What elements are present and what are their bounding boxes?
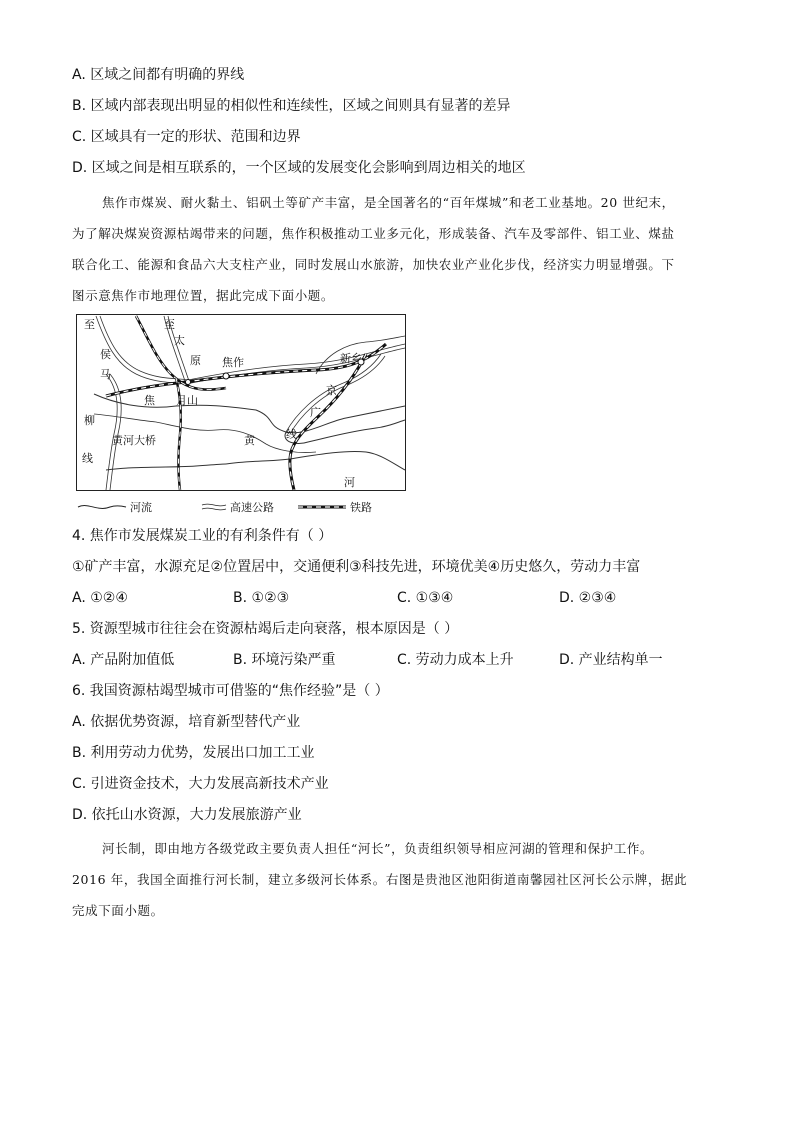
label-xinxiang: 新乡	[340, 352, 362, 365]
q6-stem: 6. 我国资源枯竭型城市可借鉴的“焦作经验”是（ ）	[72, 683, 389, 699]
label-zhi-left: 至	[84, 318, 95, 331]
label-zhi-right: 至	[164, 318, 175, 331]
q5-option-b: B. 环境污染严重	[233, 652, 336, 668]
q6-option-a: A. 依据优势资源，培育新型替代产业	[72, 714, 301, 730]
q3-option-b: B. 区域内部表现出明显的相似性和连续性，区域之间则具有显著的差异	[72, 98, 511, 114]
q3-option-c: C. 区域具有一定的形状、范围和边界	[72, 129, 301, 145]
label-xian-left: 线	[82, 452, 93, 465]
material2-line3: 完成下面小题。	[72, 903, 164, 918]
highway-legend-symbol	[202, 504, 226, 510]
label-hou: 侯	[100, 348, 111, 361]
label-ma: 马	[100, 368, 111, 381]
q6-option-c: C. 引进资金技术，大力发展高新技术产业	[72, 776, 329, 792]
jiaozuo-location-map	[76, 314, 406, 494]
river-legend-symbol	[78, 506, 126, 509]
q4-option-b: B. ①②③	[233, 590, 290, 606]
label-yuan: 原	[190, 354, 201, 367]
q5-option-c: C. 劳动力成本上升	[397, 652, 514, 668]
material2-line2: 2016 年，我国全面推行河长制，建立多级河长体系。右图是贵池区池阳街道南馨园社区河长公示牌，据此	[72, 872, 688, 887]
q3-option-d: D. 区域之间是相互联系的，一个区域的发展变化会影响到周边相关的地区	[72, 160, 526, 176]
q4-option-d: D. ②③④	[559, 590, 617, 606]
q6-option-d: D. 依托山水资源，大力发展旅游产业	[72, 807, 302, 823]
material1-line2: 为了解决煤炭资源枯竭带来的问题，焦作积极推动工业多元化，形成装备、汽车及零部件、铝工业、煤盐	[72, 226, 675, 241]
q3-option-a: A. 区域之间都有明确的界线	[72, 67, 245, 83]
material1-line4: 图示意焦作市地理位置，据此完成下面小题。	[72, 288, 335, 303]
map-legend	[76, 498, 406, 516]
label-he: 河	[344, 476, 355, 489]
material2-line1: 河长制，即由地方各级党政主要负责人担任“河长”，负责组织领导相应河湖的管理和保护工作。	[102, 841, 654, 856]
label-tai: 太	[174, 334, 185, 347]
material1-line3: 联合化工、能源和食品六大支柱产业，同时发展山水旅游，加快农业产业化步伐，经济实力明显增强。下	[72, 257, 675, 272]
label-xian-right: 线	[286, 428, 297, 441]
q5-option-a: A. 产品附加值低	[72, 652, 175, 668]
label-yueshan: 月山	[176, 394, 198, 407]
map-frame	[77, 315, 406, 491]
legend-railway-label: 铁路	[350, 501, 372, 514]
q4-option-c: C. ①③④	[397, 590, 454, 606]
legend-river-label: 河流	[130, 501, 152, 514]
q6-option-b: B. 利用劳动力优势，发展出口加工工业	[72, 745, 315, 761]
legend-highway-label: 高速公路	[230, 501, 274, 514]
label-jiaozuo: 焦作	[222, 356, 244, 369]
q5-option-d: D. 产业结构单一	[559, 652, 663, 668]
yueshan-marker	[186, 380, 191, 385]
q4-conditions: ①矿产丰富，水源充足②位置居中，交通便利③科技先进，环境优美④历史悠久，劳动力丰富	[72, 559, 641, 575]
q5-stem: 5. 资源型城市往往会在资源枯竭后走向衰落，根本原因是（ ）	[72, 621, 459, 637]
jiaozuo-city-marker	[223, 373, 229, 379]
label-jiao: 焦	[144, 394, 155, 407]
label-jing: 京	[326, 384, 337, 397]
material1-line1: 焦作市煤炭、耐火黏土、铝矾土等矿产丰富，是全国著名的“百年煤城”和老工业基地。20 世纪末，	[102, 195, 675, 210]
q4-option-a: A. ①②④	[72, 590, 128, 606]
label-huang: 黄	[244, 434, 255, 447]
q4-stem: 4. 焦作市发展煤炭工业的有利条件有（ ）	[72, 528, 333, 544]
label-liu: 柳	[84, 414, 95, 427]
label-guang: 广	[310, 406, 321, 419]
label-huanghe-bridge: 黄河大桥	[112, 434, 156, 447]
